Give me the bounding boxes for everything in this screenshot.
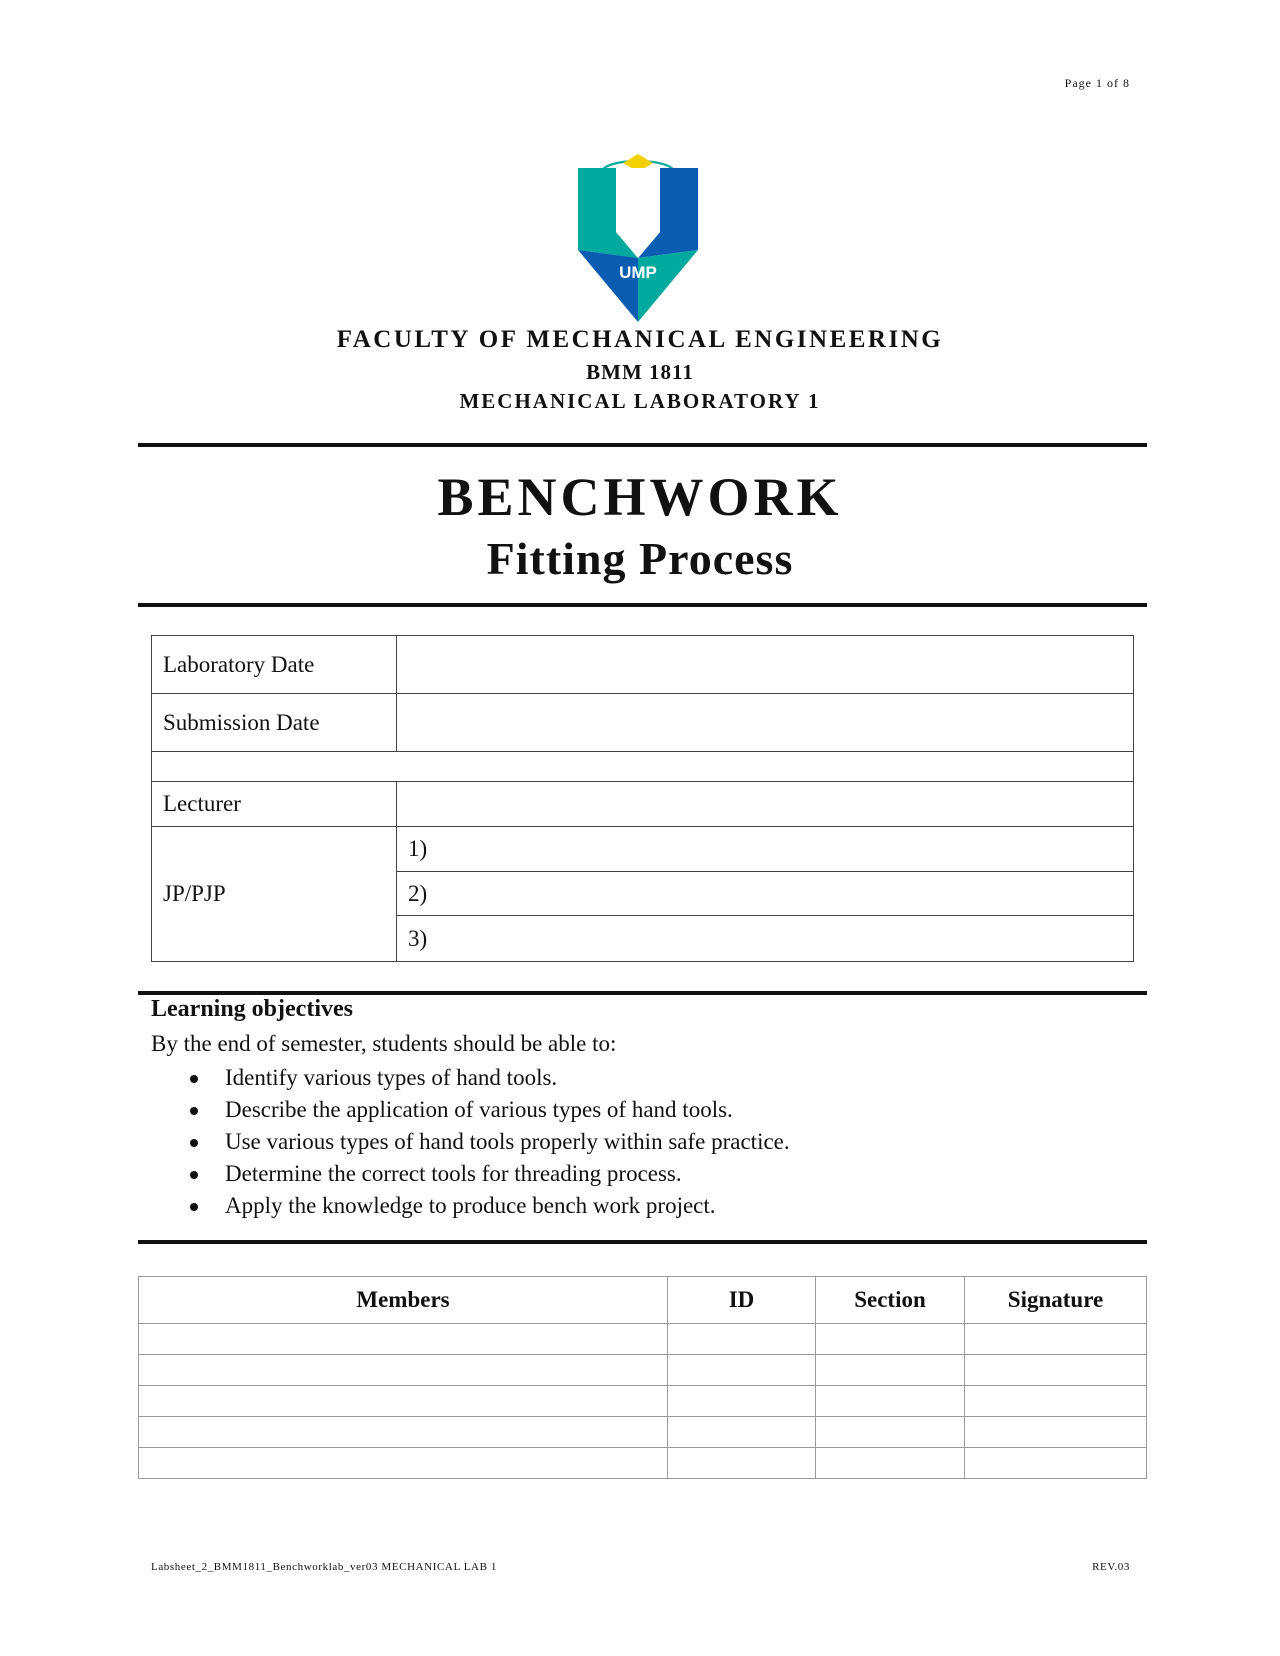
member-id-cell[interactable] bbox=[668, 1386, 816, 1417]
member-signature-cell[interactable] bbox=[965, 1386, 1147, 1417]
member-name-cell[interactable] bbox=[139, 1324, 668, 1355]
divider bbox=[138, 991, 1147, 995]
member-name-cell[interactable] bbox=[139, 1386, 668, 1417]
submission-date-field[interactable] bbox=[397, 694, 1134, 752]
table-row bbox=[139, 1324, 1147, 1355]
divider bbox=[138, 603, 1147, 607]
page-number: Page 1 of 8 bbox=[1064, 76, 1130, 90]
divider bbox=[138, 443, 1147, 447]
table-row bbox=[139, 1448, 1147, 1479]
member-signature-cell[interactable] bbox=[965, 1417, 1147, 1448]
learning-objectives-list bbox=[190, 1062, 790, 1222]
table-row bbox=[139, 1386, 1147, 1417]
member-signature-cell[interactable] bbox=[965, 1448, 1147, 1479]
course-name: MECHANICAL LABORATORY 1 bbox=[459, 389, 821, 413]
member-signature-cell[interactable] bbox=[965, 1355, 1147, 1386]
learning-objectives-heading: Learning objectives bbox=[151, 996, 353, 1022]
learning-objectives-intro: By the end of semester, students should be able to: bbox=[151, 1031, 617, 1056]
list-item: Identify various types of hand tools. bbox=[190, 1062, 790, 1094]
jp-field-2[interactable]: 2) bbox=[397, 872, 1134, 916]
document-subtitle: Fitting Process bbox=[486, 533, 794, 584]
member-name-cell[interactable] bbox=[139, 1448, 668, 1479]
signature-column-header: Signature bbox=[965, 1277, 1147, 1324]
laboratory-date-label: Laboratory Date bbox=[152, 636, 397, 694]
info-row-submission-date bbox=[152, 694, 1134, 752]
lecturer-field[interactable] bbox=[397, 782, 1134, 827]
submission-date-label: Submission Date bbox=[152, 694, 397, 752]
member-section-cell[interactable] bbox=[816, 1448, 965, 1479]
member-name-cell[interactable] bbox=[139, 1355, 668, 1386]
member-name-cell[interactable] bbox=[139, 1417, 668, 1448]
logo-base-right bbox=[638, 250, 698, 322]
info-row-laboratory-date bbox=[152, 636, 1134, 694]
spacer-cell bbox=[152, 752, 1134, 782]
member-section-cell[interactable] bbox=[816, 1386, 965, 1417]
laboratory-date-field[interactable] bbox=[397, 636, 1134, 694]
members-table bbox=[138, 1276, 1147, 1479]
info-row-jp-1 bbox=[152, 827, 1134, 872]
jp-pjp-label: JP/PJP bbox=[152, 827, 397, 962]
logo-text: UMP bbox=[619, 263, 657, 282]
jp-field-3[interactable]: 3) bbox=[397, 916, 1134, 962]
table-row bbox=[139, 1417, 1147, 1448]
members-header-row bbox=[139, 1277, 1147, 1324]
id-column-header: ID bbox=[668, 1277, 816, 1324]
course-code: BMM 1811 bbox=[586, 360, 694, 384]
list-item: Apply the knowledge to produce bench work project. bbox=[190, 1190, 790, 1222]
member-id-cell[interactable] bbox=[668, 1448, 816, 1479]
member-id-cell[interactable] bbox=[668, 1355, 816, 1386]
faculty-name: FACULTY OF MECHANICAL ENGINEERING bbox=[336, 326, 944, 353]
members-column-header: Members bbox=[139, 1277, 668, 1324]
footer-revision: REV.03 bbox=[1092, 1561, 1130, 1573]
footer-document-id: Labsheet_2_BMM1811_Benchworklab_ver03 MECHANICAL LAB 1 bbox=[151, 1561, 497, 1573]
logo-base-left bbox=[578, 250, 638, 322]
list-item: Determine the correct tools for threading process. bbox=[190, 1158, 790, 1190]
document-title: BENCHWORK bbox=[437, 467, 843, 527]
jp-field-1[interactable]: 1) bbox=[397, 827, 1134, 872]
info-row-lecturer bbox=[152, 782, 1134, 827]
table-row bbox=[139, 1355, 1147, 1386]
member-signature-cell[interactable] bbox=[965, 1324, 1147, 1355]
list-item: Describe the application of various types of hand tools. bbox=[190, 1094, 790, 1126]
divider bbox=[138, 1240, 1147, 1244]
member-section-cell[interactable] bbox=[816, 1355, 965, 1386]
info-spacer-row bbox=[152, 752, 1134, 782]
list-item: Use various types of hand tools properly within safe practice. bbox=[190, 1126, 790, 1158]
ump-logo bbox=[578, 150, 700, 322]
info-table bbox=[151, 635, 1134, 962]
member-id-cell[interactable] bbox=[668, 1417, 816, 1448]
member-id-cell[interactable] bbox=[668, 1324, 816, 1355]
section-column-header: Section bbox=[816, 1277, 965, 1324]
member-section-cell[interactable] bbox=[816, 1417, 965, 1448]
member-section-cell[interactable] bbox=[816, 1324, 965, 1355]
lecturer-label: Lecturer bbox=[152, 782, 397, 827]
